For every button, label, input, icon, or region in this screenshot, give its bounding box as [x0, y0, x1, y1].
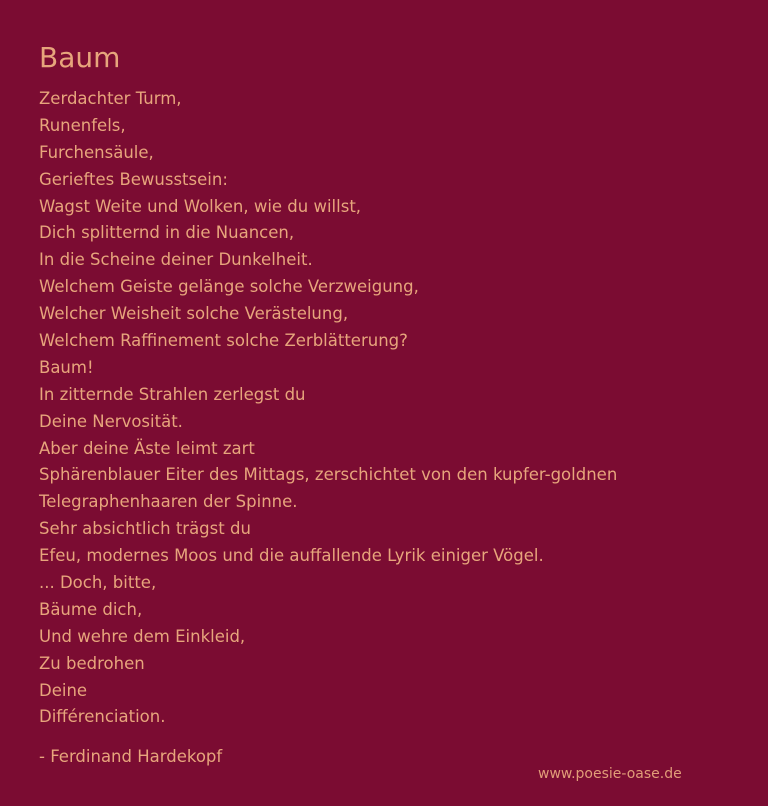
poem-line: Gerieftes Bewusstsein: — [39, 169, 228, 189]
poem-body — [39, 86, 617, 731]
poem-line: Zerdachter Turm, — [39, 89, 182, 108]
poem-line: Deine Nervosität. — [39, 411, 183, 431]
poem-line: Runenfels, — [39, 115, 126, 135]
poem-line: In die Scheine deiner Dunkelheit. — [39, 250, 313, 270]
poem-line: Und wehre dem Einkleid, — [39, 626, 246, 646]
website-watermark: www.poesie-oase.de — [538, 766, 682, 782]
poem-author: - Ferdinand Hardekopf — [39, 747, 223, 766]
poem-line: Wagst Weite und Wolken, wie du willst, — [39, 196, 362, 216]
poem-line: Bäume dich, — [39, 599, 143, 619]
poem-line: Différenciation. — [39, 707, 166, 727]
poem-line: Aber deine Äste leimt zart — [39, 438, 255, 458]
poem-title: Baum — [39, 41, 121, 74]
poem-line: Furchensäule, — [39, 142, 154, 162]
poem-line: Sehr absichtlich trägst du — [39, 519, 251, 539]
poem-line: Zu bedrohen — [39, 653, 145, 673]
poem-line: Baum! — [39, 357, 94, 377]
poem-line: Dich splitternd in die Nuancen, — [39, 223, 295, 243]
poem-line: In zitternde Strahlen zerlegst du — [39, 384, 306, 404]
poem-line: Welchem Raffinement solche Zerblätterung? — [39, 331, 408, 351]
poem-line: ... Doch, bitte, — [39, 573, 157, 593]
poem-line: Welcher Weisheit solche Verästelung, — [39, 304, 349, 324]
poem-line: Welchem Geiste gelänge solche Verzweigung, — [39, 277, 419, 297]
poem-line: Sphärenblauer Eiter des Mittags, zerschichtet von den kupfer-goldnen — [39, 465, 618, 485]
poem-line: Telegraphenhaaren der Spinne. — [39, 492, 298, 512]
poem-line: Efeu, modernes Moos und die auffallende Lyrik einiger Vögel. — [39, 546, 544, 566]
poem-line: Deine — [39, 680, 88, 700]
